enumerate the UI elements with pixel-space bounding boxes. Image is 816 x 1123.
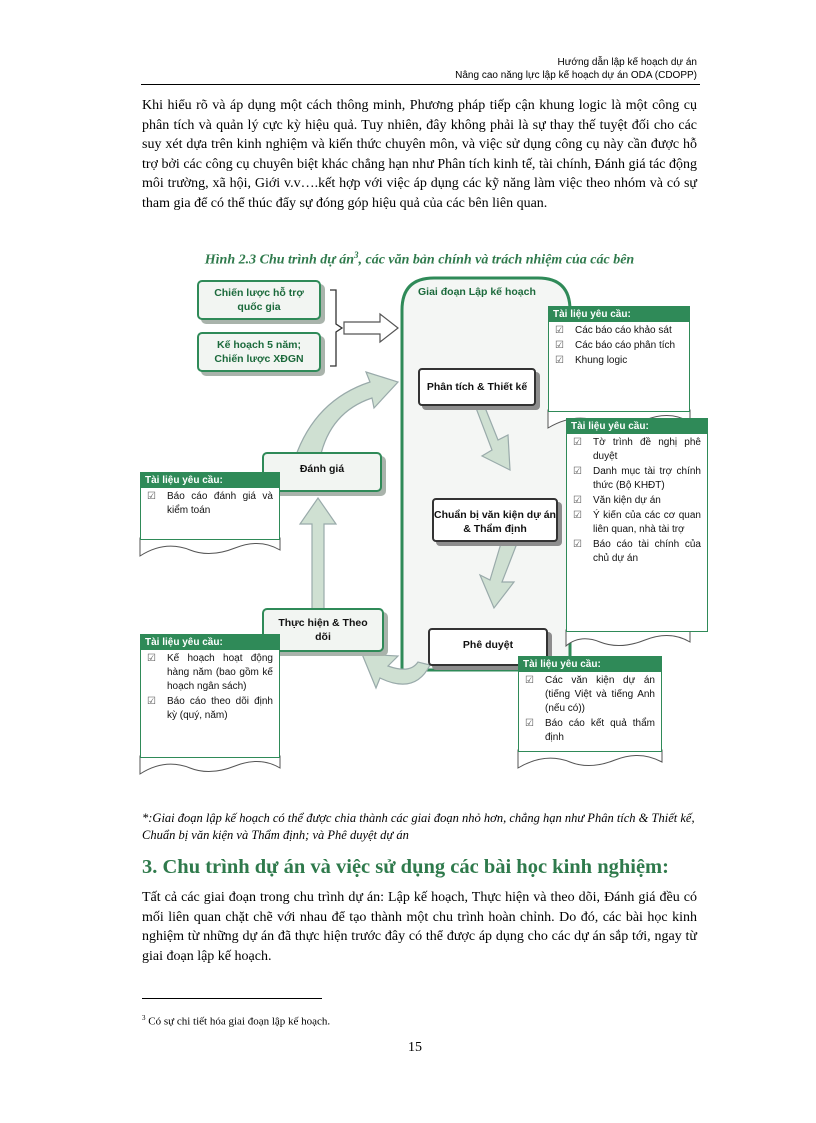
checkbox-icon: ☑ [555, 355, 564, 366]
strategy-bracket [330, 290, 342, 366]
stage-implementation-label: Thực hiện & Theo dõi [278, 617, 368, 643]
figure-caption [142, 250, 697, 269]
docs-evaluation [140, 472, 280, 540]
doc-list-item [573, 494, 701, 508]
stage-implementation [262, 608, 384, 652]
checkbox-icon: ☑ [573, 466, 582, 477]
doc-list-item [573, 538, 701, 566]
docs-prep-title: Tài liệu yêu cầu: [567, 419, 707, 434]
stage-analysis-design: Phân tích & Thiết kế [418, 368, 536, 406]
doc-list-item [555, 354, 683, 368]
doc-list-item [147, 652, 273, 694]
checkbox-icon: ☑ [573, 510, 582, 521]
docs-evaluation-list [141, 490, 279, 518]
doc-eval-wave [140, 538, 280, 556]
doc-list-item-text: Tờ trình đề nghị phê duyệt [593, 437, 701, 462]
doc-impl-wave [140, 756, 280, 774]
strategy-box-country: Chiến lược hỗ trợ quốc gia [197, 280, 321, 320]
doc-list-item-text: Các báo cáo phân tích [575, 340, 676, 351]
doc-list-item-text: Văn kiện dự án [593, 495, 661, 506]
section-heading: 3. Chu trình dự án và việc sử dụng các bài học kinh nghiệm: [142, 856, 669, 878]
footnote [142, 1014, 330, 1028]
doc-approval-wave [518, 750, 662, 768]
doc-list-item-text: Kế hoạch hoạt động hàng năm (bao gồm kế hoạch ngân sách) [167, 653, 273, 692]
doc-list-item [573, 436, 701, 464]
doc-list-item-text: Báo cáo theo dõi định kỳ (quý, năm) [167, 696, 273, 721]
doc-list-item [573, 509, 701, 537]
doc-list-item-text: Ý kiến của các cơ quan liên quan, nhà tài trợ [593, 510, 701, 535]
docs-evaluation-title: Tài liệu yêu cầu: [141, 473, 279, 488]
doc-list-item-text: Danh mục tài trợ chính thức (Bộ KHĐT) [593, 466, 701, 491]
stage-document-prep: Chuẩn bị văn kiện dự án & Thẩm định [432, 498, 558, 542]
figure-note: *:Giai đoạn lập kế hoạch có thể được chia thành các giai đoạn nhỏ hơn, chẳng hạn như Phân tích & Thiết kế, Chuẩn bị văn kiện và Thẩm định; và Phê duyệt dự án [142, 811, 695, 842]
caption-suffix: , các văn bản chính và trách nhiệm của các bên [358, 252, 635, 268]
doc-list-item [555, 339, 683, 353]
doc-list-item [573, 465, 701, 493]
docs-implementation [140, 634, 280, 758]
doc-list-item-text: Khung logic [575, 355, 628, 366]
planning-phase-title: Giai đoạn Lập kế hoạch [418, 286, 536, 298]
docs-approval [518, 656, 662, 752]
arrow-eval-to-analysis-icon [295, 372, 398, 458]
footnote-text: Có sự chi tiết hóa giai đoạn lập kế hoạch. [145, 1015, 331, 1028]
docs-approval-title: Tài liệu yêu cầu: [519, 657, 661, 672]
docs-approval-list [519, 674, 661, 745]
doc-list-item-text: Báo cáo đánh giá và kiểm toán [167, 491, 273, 516]
checkbox-icon: ☑ [525, 675, 534, 686]
arrow-impl-to-eval-icon [300, 498, 336, 610]
checkbox-icon: ☑ [147, 696, 156, 707]
stage-approval: Phê duyệt [428, 628, 548, 666]
docs-analysis-title: Tài liệu yêu cầu: [549, 307, 689, 322]
doc-list-item [147, 695, 273, 723]
arrow-to-planning-icon [344, 314, 398, 342]
checkbox-icon: ☑ [573, 437, 582, 448]
section-paragraph: Tất cả các giai đoạn trong chu trình dự án: Lập kế hoạch, Thực hiện và theo dõi, Đánh giá đều có mối liên quan chặt chẽ với nhau để tạo thành một chu trình hoàn chỉnh. Do đó, các bài học kinh nghiệm từ những dự án đã thực hiện trước đây có thể được áp dụng cho các dự án sắp tới, ngay từ giai đoạn lập kế hoạch. [142, 890, 697, 964]
footnote-mark: 3 [142, 1014, 146, 1022]
planning-phase-panel [402, 278, 570, 670]
doc-list-item [147, 490, 273, 518]
doc-list-item-text: Các báo cáo khảo sát [575, 325, 672, 336]
caption-footnote-mark: 3 [354, 250, 359, 260]
docs-prep-list [567, 436, 707, 566]
doc-list-item-text: Các văn kiện dự án (tiếng Việt và tiếng Anh (nếu có)) [545, 675, 655, 714]
checkbox-icon: ☑ [147, 491, 156, 502]
checkbox-icon: ☑ [555, 325, 564, 336]
docs-implementation-title: Tài liệu yêu cầu: [141, 635, 279, 650]
doc-list-item [555, 324, 683, 338]
header-rule [141, 84, 700, 85]
checkbox-icon: ☑ [573, 539, 582, 550]
stage-evaluation [262, 452, 382, 492]
doc-list-item [525, 674, 655, 716]
intro-paragraph: Khi hiểu rõ và áp dụng một cách thông minh, Phương pháp tiếp cận khung logic là một công cụ phân tích và quản lý cực kỳ hiệu quả. Tuy nhiên, đây không phải là sự thay thế tuyệt đối cho các suy xét dựa trên kinh nghiệm và kiến thức chuyên môn, và việc sử dụng công cụ này cần được hỗ trợ bởi các công cụ chuyên biệt khác chẳng hạn như Phân tích kinh tế, tài chính, Đánh giá tác động môi trường, xã hội, Giới v.v….kết hợp với việc áp dụng các kỹ năng làm việc theo nhóm và có sự tham gia để có thể thúc đẩy sự đóng góp hiệu quả của các bên liên quan. [142, 98, 697, 211]
checkbox-icon: ☑ [147, 653, 156, 664]
checkbox-icon: ☑ [555, 340, 564, 351]
running-header-line1: Hướng dẫn lập kế hoạch dự án [557, 57, 697, 68]
docs-prep [566, 418, 708, 632]
caption-prefix: Hình 2.3 Chu trình dự án [204, 252, 354, 268]
doc-list-item [525, 717, 655, 745]
doc-prep-wave [566, 630, 690, 646]
checkbox-icon: ☑ [525, 718, 534, 729]
running-header-line2: Nâng cao năng lực lập kế hoạch dự án ODA (CDOPP) [455, 70, 697, 81]
docs-analysis [548, 306, 690, 412]
page-number: 15 [408, 1040, 422, 1055]
footnote-rule [142, 998, 322, 999]
checkbox-icon: ☑ [573, 495, 582, 506]
docs-analysis-list [549, 324, 689, 368]
doc-list-item-text: Báo cáo kết quả thẩm định [545, 718, 655, 743]
stage-evaluation-label: Đánh giá [299, 463, 345, 475]
doc-list-item-text: Báo cáo tài chính của chủ dự án [593, 539, 701, 564]
docs-implementation-list [141, 652, 279, 723]
strategy-box-5year: Kế hoạch 5 năm; Chiến lược XĐGN [197, 332, 321, 372]
